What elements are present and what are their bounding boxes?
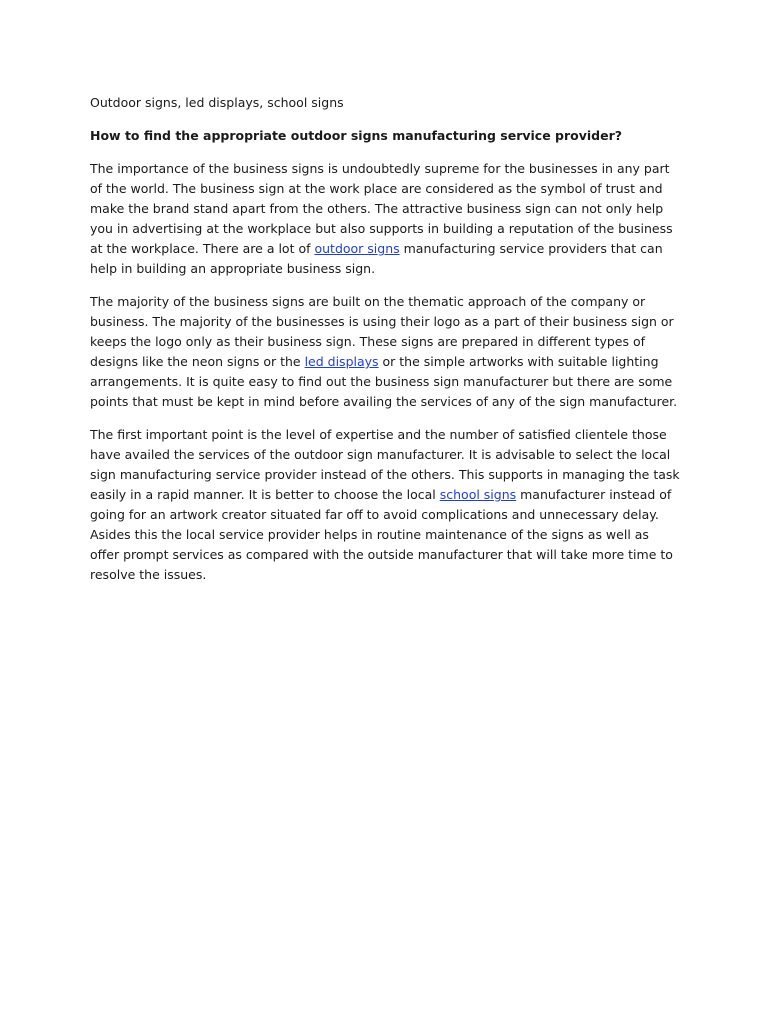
paragraph-expertise bbox=[90, 425, 680, 585]
document-tagline: Outdoor signs, led displays, school signs bbox=[90, 95, 344, 110]
outdoor-signs-link[interactable]: outdoor signs bbox=[314, 241, 400, 256]
paragraph-text: The majority of the business signs are built on the thematic approach of the company or business. The majority of the businesses is using their logo as a part of their business sign or keeps the logo only as their business sign. These signs are prepared in different types of designs like the neon signs or the bbox=[90, 294, 674, 369]
led-displays-link[interactable]: led displays bbox=[304, 354, 379, 369]
paragraph-text: or the simple artworks with suitable lighting arrangements. It is quite easy to find out the business sign manufacturer but there are some points that must be kept in mind before availing the services of any of the sign manufacturer. bbox=[90, 354, 678, 409]
paragraph-importance bbox=[90, 159, 680, 279]
school-signs-link[interactable]: school signs bbox=[439, 487, 517, 502]
paragraph-text: The first important point is the level of expertise and the number of satisfied clientele those have availed the services of the outdoor sign manufacturer. It is advisable to select the local sign manufacturing service provider instead of the others. This supports in managing the task easily in a rapid manner. It is better to choose the local bbox=[90, 427, 680, 502]
paragraph-text: manufacturer instead of going for an artwork creator situated far off to avoid complications and unnecessary delay. Asides this the local service provider helps in routine maintenance of the signs as well as offer prompt services as compared with the outside manufacturer that will take more time to resolve the issues. bbox=[90, 487, 673, 582]
paragraph-text: manufacturing service providers that can help in building an appropriate business sign. bbox=[90, 241, 663, 276]
document-heading: How to find the appropriate outdoor signs manufacturing service provider? bbox=[90, 128, 623, 143]
paragraph-majority bbox=[90, 292, 680, 412]
paragraph-text: The importance of the business signs is undoubtedly supreme for the businesses in any part of the world. The business sign at the work place are considered as the symbol of trust and make the brand stand apart from the others. The attractive business sign can not only help you in advertising at the workplace but also supports in building a reputation of the business at the workplace. There are a lot of bbox=[90, 161, 673, 256]
